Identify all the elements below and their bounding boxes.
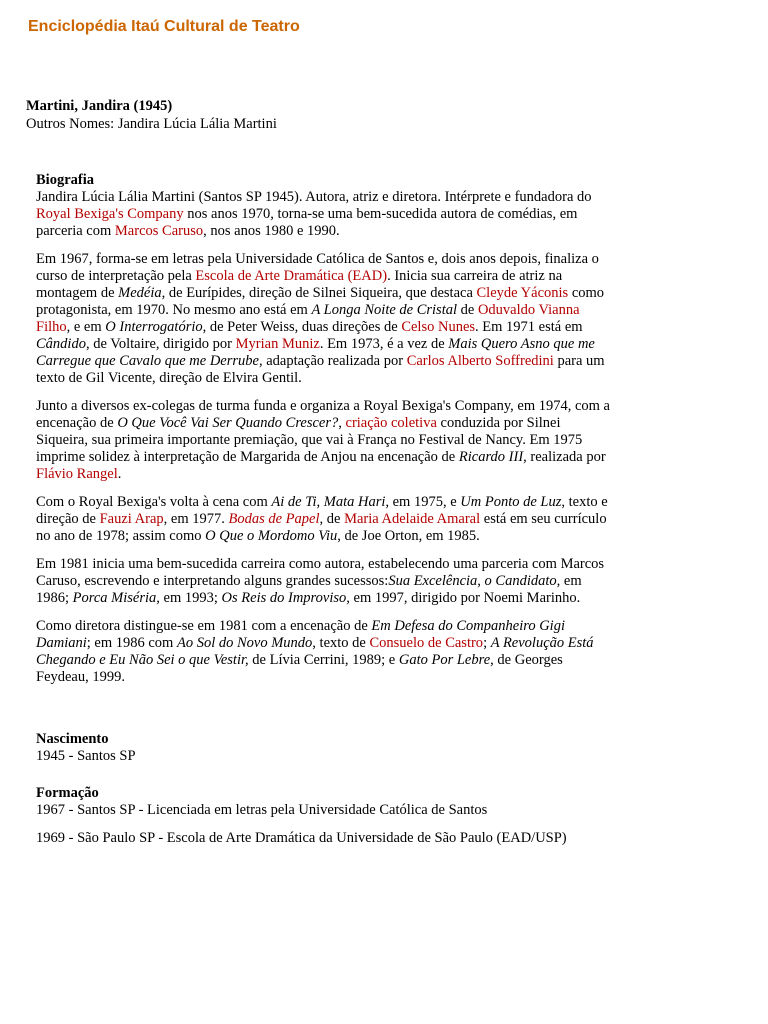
text-run: Com o Royal Bexiga's volta à cena com	[36, 494, 272, 510]
birth-heading: Nascimento	[36, 731, 109, 747]
text-run: . Em 1971 está em	[475, 319, 583, 335]
education-item: 1967 - Santos SP - Licenciada em letras pela Universidade Católica de Santos	[36, 802, 488, 818]
text-run: , de Eurípides, direção de Silnei Siqueira, que destaca	[161, 285, 477, 301]
text-run: ;	[483, 635, 491, 651]
site-title: Enciclopédia Itaú Cultural de Teatro	[28, 18, 300, 35]
entry-link[interactable]	[228, 511, 319, 527]
entry-link[interactable]: Oduvaldo Vianna Filho	[36, 302, 580, 335]
work-title: Medéia	[118, 285, 162, 301]
work-title: Porca Miséria,	[72, 590, 160, 606]
biography-paragraph-6	[36, 618, 616, 686]
work-title: Ai de Ti, Mata Hari,	[271, 494, 389, 510]
entry-link[interactable]: criação coletiva	[345, 415, 437, 431]
text-run: Junto a diversos ex-colegas de turma funda e organiza a Royal Bexiga's Company, em 1974, com a encenação de	[36, 398, 610, 431]
work-title: A Longa Noite de Cristal	[311, 302, 458, 318]
entry-link[interactable]: Consuelo de Castro	[369, 635, 484, 651]
work-title: Cândido	[36, 336, 86, 352]
text-run: de	[457, 302, 478, 318]
work-title: O Que o Mordomo Viu	[205, 528, 338, 544]
work-title: O Interrogatório	[105, 319, 203, 335]
text-run: , de	[319, 511, 345, 527]
work-title: Ao Sol do Novo Mundo	[176, 635, 313, 651]
entry-link[interactable]: Marcos Caruso	[114, 223, 204, 239]
work-title: Os Reis do Improviso	[221, 590, 347, 606]
text-run: de Lívia Cerrini, 1989; e	[248, 652, 399, 668]
text-run: . Inicia sua carreira de atriz na montagem de	[36, 268, 563, 301]
entry-link[interactable]: Myrian Muniz	[235, 336, 320, 352]
biography-paragraph-5	[36, 556, 616, 607]
education-heading: Formação	[36, 785, 99, 801]
text-run: , de Georges Feydeau, 1999.	[36, 652, 563, 685]
text-run: Em 1981 inicia uma bem-sucedida carreira como autora, estabelecendo uma parceria com Marcos Caruso, escrevendo e interpretando alguns grandes sucessos:	[36, 556, 605, 589]
entry-link[interactable]: Flávio Rangel	[36, 466, 118, 482]
other-names: Outros Nomes: Jandira Lúcia Lália Martini	[26, 116, 277, 132]
text-run: ; em 1986 com	[86, 635, 177, 651]
entry-link[interactable]: Escola de Arte Dramática (EAD)	[195, 268, 388, 284]
text-run: Jandira Lúcia Lália Martini (Santos SP 1945). Autora, atriz e diretora. Intérprete e fundadora do	[36, 189, 592, 205]
text-run: em 1986;	[36, 573, 582, 606]
text-run: , e em	[66, 319, 106, 335]
text-run: Como diretora distingue-se em 1981 com a encenação de	[36, 618, 372, 634]
birth-value: 1945 - Santos SP	[36, 748, 136, 764]
biography-paragraph-1	[36, 189, 616, 240]
text-run: . Em 1973, é a vez de	[319, 336, 449, 352]
text-run: conduzida por Silnei Siqueira, sua primeira importante premiação, que vai à França no Festival de Nancy. Em 1975 imprime solidez à interpretação de Margarida de Anjou na encenação de	[36, 415, 583, 465]
work-title: Mais Quero Asno que me Carregue que Cavalo que me Derrube	[36, 336, 595, 369]
entry-link[interactable]: Royal Bexiga's Company	[36, 206, 184, 222]
work-title: Ricardo III	[458, 449, 524, 465]
text-run: , em 1977.	[163, 511, 229, 527]
entry-link[interactable]: Carlos Alberto Soffredini	[406, 353, 554, 369]
text-run: , de Joe Orton, em 1985.	[337, 528, 480, 544]
text-run: está em seu currículo no ano de 1978; assim como	[36, 511, 607, 544]
biography-paragraph-4	[36, 494, 616, 545]
work-title: Em Defesa do Companheiro Gigi Damiani	[36, 618, 565, 651]
text-run: para um texto de Gil Vicente, direção de Elvira Gentil.	[36, 353, 605, 386]
biography-paragraph-2	[36, 251, 616, 387]
text-run: em 1975, e	[389, 494, 461, 510]
entry-link[interactable]: Maria Adelaide Amaral	[344, 511, 481, 527]
work-title: O Que Você Vai Ser Quando Crescer?	[117, 415, 339, 431]
text-run: , texto e direção de	[36, 494, 608, 527]
text-run: , de Peter Weiss, duas direções de	[202, 319, 402, 335]
work-title: Bodas de Papel	[228, 511, 320, 527]
work-title: Um Ponto de Luz	[460, 494, 562, 510]
text-run: , em 1997, dirigido por Noemi Marinho.	[346, 590, 581, 606]
entry-link[interactable]: Fauzi Arap	[99, 511, 164, 527]
text-run: , adaptação realizada por	[258, 353, 407, 369]
text-run: , de Voltaire, dirigido por	[85, 336, 236, 352]
work-title: Sua Excelência, o Candidato,	[388, 573, 561, 589]
text-run: Em 1967, forma-se em letras pela Universidade Católica de Santos e, dois anos depois, finaliza o curso de interpretação pela	[36, 251, 599, 284]
entry-link[interactable]: Cleyde Yáconis	[476, 285, 569, 301]
text-run: nos anos 1970, torna-se uma bem-sucedida autora de comédias, em parceria com	[36, 206, 578, 239]
text-run: .	[117, 466, 122, 482]
text-run: , nos anos 1980 e 1990.	[203, 223, 340, 239]
entry-content	[36, 172, 616, 858]
text-run: , texto de	[312, 635, 370, 651]
text-run: em 1993;	[159, 590, 222, 606]
education-item: 1969 - São Paulo SP - Escola de Arte Dramática da Universidade de São Paulo (EAD/USP)	[36, 830, 567, 846]
work-title: A Revolução Está Chegando e Eu Não Sei o que Vestir,	[36, 635, 594, 668]
text-run: ,	[338, 415, 346, 431]
biography-paragraph-3	[36, 398, 616, 483]
text-run: , realizada por	[523, 449, 606, 465]
entry-header	[26, 97, 277, 133]
text-run: como protagonista, em 1970. No mesmo ano está em	[36, 285, 605, 318]
biography-heading: Biografia	[36, 172, 94, 188]
entry-link[interactable]: Celso Nunes	[401, 319, 476, 335]
work-title: Gato Por Lebre	[398, 652, 491, 668]
entry-name: Martini, Jandira (1945)	[26, 98, 173, 114]
